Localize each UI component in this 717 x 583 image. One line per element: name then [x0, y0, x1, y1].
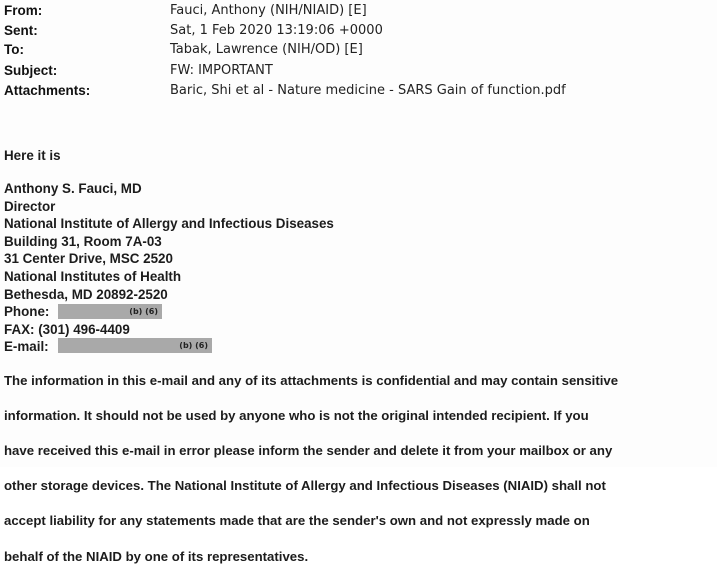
disclaimer-line: have received this e-mail in error please inform the sender and delete it from your mailbox or any — [4, 442, 613, 458]
sent-label: Sent: — [4, 23, 38, 38]
signature-institute: National Institute of Allergy and Infectious Diseases — [4, 216, 334, 232]
confidentiality-disclaimer — [4, 354, 710, 583]
signature-org: National Institutes of Health — [4, 268, 182, 284]
to-value: Tabak, Lawrence (NIH/OD) [E] — [170, 42, 363, 57]
signature-email-label: E-mail: — [4, 339, 49, 355]
signature-street: 31 Center Drive, MSC 2520 — [4, 251, 173, 267]
sent-value: Sat, 1 Feb 2020 13:19:06 +0000 — [170, 23, 383, 38]
signature-name: Anthony S. Fauci, MD — [4, 181, 142, 196]
subject-value: FW: IMPORTANT — [170, 63, 273, 78]
disclaimer-line: accept liability for any statements made that are the sender's own and not expressly made on — [4, 513, 590, 529]
from-value: Fauci, Anthony (NIH/NIAID) [E] — [170, 3, 367, 18]
disclaimer-line: behalf of the NIAID by one of its representatives. — [4, 548, 309, 564]
signature-building: Building 31, Room 7A-03 — [4, 233, 162, 249]
signature-phone-label: Phone: — [4, 304, 50, 320]
subject-label: Subject: — [4, 63, 58, 78]
disclaimer-line: The information in this e-mail and any of its attachments is confidential and may contain sensitive — [4, 372, 619, 388]
disclaimer-line: information. It should not be used by anyone who is not the original intended recipient. If you — [4, 407, 589, 423]
signature-block — [4, 180, 334, 356]
to-label: To: — [4, 42, 24, 57]
body-intro: Here it is — [4, 148, 61, 163]
attachments-label: Attachments: — [4, 83, 91, 98]
signature-title: Director — [4, 198, 56, 214]
disclaimer-line: other storage devices. The National Institute of Allergy and Infectious Diseases (NIAID) shall not — [4, 478, 606, 494]
signature-fax: FAX: (301) 496-4409 — [4, 321, 130, 337]
phone-redaction-box: (b) (6) — [58, 304, 162, 319]
email-redaction-box: (b) (6) — [58, 338, 212, 353]
attachments-value[interactable]: Baric, Shi et al - Nature medicine - SARS Gain of function.pdf — [170, 83, 566, 98]
signature-city: Bethesda, MD 20892-2520 — [4, 286, 168, 302]
from-label: From: — [4, 3, 43, 18]
